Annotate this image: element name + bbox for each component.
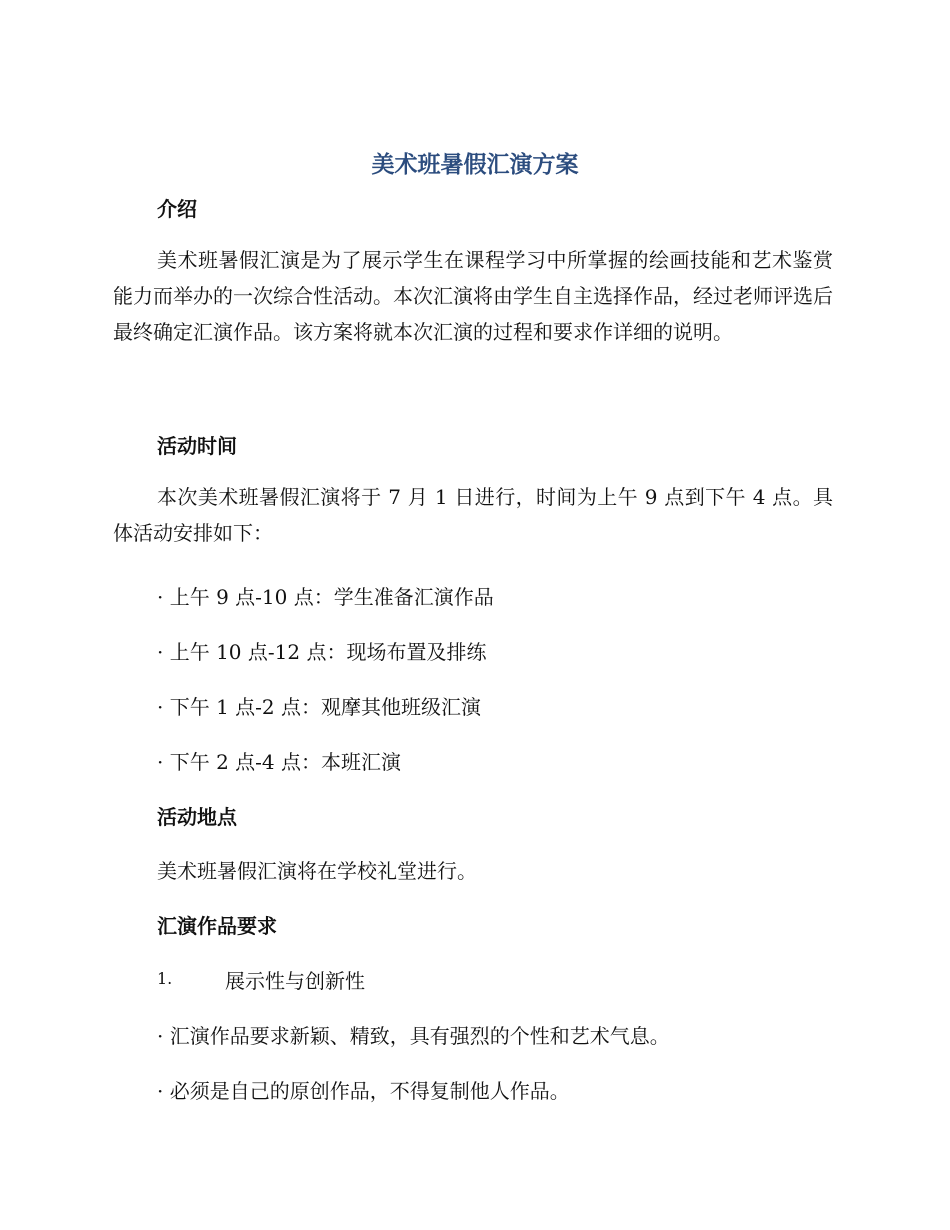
list-item-title: 展示性与创新性 (225, 969, 365, 993)
intro-paragraph: 美术班暑假汇演是为了展示学生在课程学习中所掌握的绘画技能和艺术鉴赏能力而举办的一次综合性活动。本次汇演将由学生自主选择作品，经过老师评选后最终确定汇演作品。该方案将就本次汇演的过程和要求作详细的说明。 (113, 248, 833, 344)
heading-time: 活动时间 (157, 434, 237, 458)
requirement-bullet: · 必须是自己的原创作品，不得复制他人作品。 (157, 1079, 570, 1103)
heading-intro: 介绍 (157, 197, 197, 221)
schedule-item: · 下午 1 点-2 点：观摩其他班级汇演 (157, 695, 481, 719)
list-number: 1. (157, 969, 173, 988)
location-text: 美术班暑假汇演将在学校礼堂进行。 (157, 859, 477, 883)
schedule-item: · 上午 10 点-12 点：现场布置及排练 (157, 640, 487, 664)
schedule-item: · 上午 9 点-10 点：学生准备汇演作品 (157, 585, 494, 609)
heading-requirements: 汇演作品要求 (157, 914, 277, 938)
time-paragraph: 本次美术班暑假汇演将于 7 月 1 日进行，时间为上午 9 点到下午 4 点。具体活动安排如下： (113, 485, 833, 545)
heading-location: 活动地点 (157, 805, 237, 829)
document-title: 美术班暑假汇演方案 (371, 152, 579, 178)
requirement-bullet: · 汇演作品要求新颖、精致，具有强烈的个性和艺术气息。 (157, 1024, 670, 1048)
schedule-item: · 下午 2 点-4 点：本班汇演 (157, 750, 401, 774)
